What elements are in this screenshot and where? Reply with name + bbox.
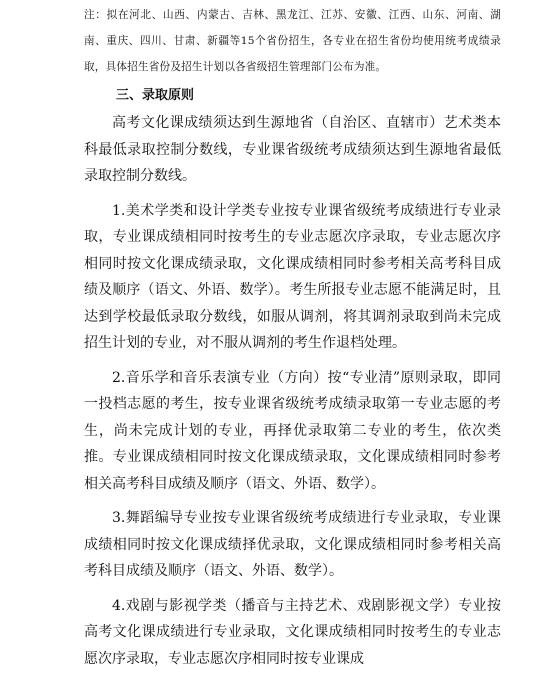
enrollment-note: 注：拟在河北、山西、内蒙古、吉林、黑龙江、江苏、安徽、江西、山东、河南、湖南、重庆、四川、甘肃、新疆等15个省份招生，各专业在招生省份均使用统考成绩录取，具体招生省份及招生计划以各省级招生管理部门公布为准。 (84, 9, 501, 73)
paragraph-drama-film: 4.戏剧与影视学类（播音与主持艺术、戏剧影视文学）专业按高考文化课成绩进行专业录取，文化课成绩相同时按考生的专业志愿次序录取，专业志愿次序相同时按专业课成 (84, 597, 501, 667)
paragraph-minimum-score: 高考文化课成绩须达到生源地省（自治区、直辖市）艺术类本科最低录取控制分数线，专业课省级统考成绩须达到生源地省最低录取控制分数线。 (84, 115, 501, 184)
section-heading: 三、录取原则 (116, 88, 195, 103)
paragraph-music: 2.音乐学和音乐表演专业（方向）按“专业清”原则录取，即同一投档志愿的考生，按专业课省级统考成绩录取第一专业志愿的考生，尚未完成计划的专业，再择优录取第二专业的考生，依次类推。专业课成绩相同时按文化课成绩录取，文化课成绩相同时参考相关高考科目成绩及顺序（语文、外语、数学）。 (84, 369, 501, 492)
paragraph-dance-choreography: 3.舞蹈编导专业按专业课省级统考成绩进行专业录取，专业课成绩相同时按文化课成绩择优录取，文化课成绩相同时参考相关高考科目成绩及顺序（语文、外语、数学）。 (84, 510, 501, 579)
paragraph-fine-arts-design: 1.美术学类和设计学类专业按专业课省级统考成绩进行专业录取，专业课成绩相同时按考生的专业志愿次序录取，专业志愿次序相同时按文化课成绩录取，文化课成绩相同时参考相关高考科目成绩及顺序（语文、外语、数学）。考生所报专业志愿不能满足时，且达到学校最低录取分数线，如服从调剂，将其调剂录取到尚未完成招生计划的专业，对不服从调剂的考生作退档处理。 (84, 202, 501, 351)
document-page (0, 2, 553, 681)
